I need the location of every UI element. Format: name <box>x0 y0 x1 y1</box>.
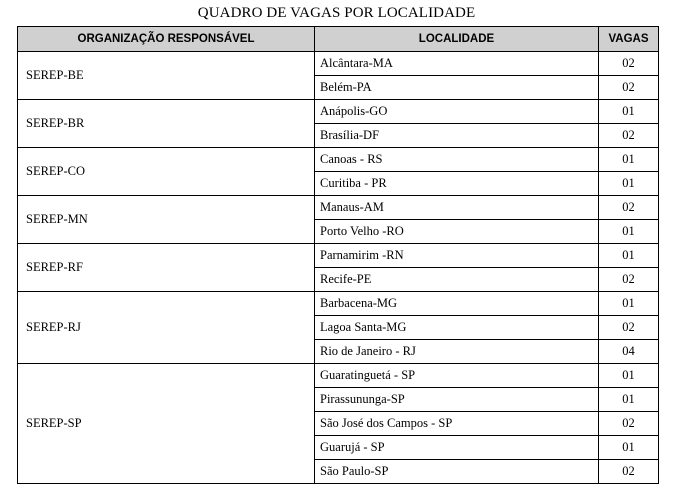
location-cell: Canoas - RS <box>315 148 599 172</box>
vacancies-cell: 01 <box>599 292 659 316</box>
header-location: LOCALIDADE <box>315 27 599 52</box>
vacancies-cell: 02 <box>599 268 659 292</box>
vacancies-cell: 02 <box>599 316 659 340</box>
location-cell: Alcântara-MA <box>315 52 599 76</box>
vacancies-cell: 01 <box>599 100 659 124</box>
location-cell: Anápolis-GO <box>315 100 599 124</box>
vacancies-cell: 01 <box>599 388 659 412</box>
organization-cell: SEREP-BE <box>18 52 315 100</box>
vacancies-cell: 01 <box>599 436 659 460</box>
location-cell: Rio de Janeiro - RJ <box>315 340 599 364</box>
table-row <box>18 364 659 388</box>
vacancies-cell: 04 <box>599 340 659 364</box>
location-cell: São José dos Campos - SP <box>315 412 599 436</box>
location-cell: Lagoa Santa-MG <box>315 316 599 340</box>
location-cell: Pirassununga-SP <box>315 388 599 412</box>
location-cell: Barbacena-MG <box>315 292 599 316</box>
table-row <box>18 52 659 76</box>
location-cell: São Paulo-SP <box>315 460 599 484</box>
table-row <box>18 148 659 172</box>
location-cell: Recife-PE <box>315 268 599 292</box>
organization-cell: SEREP-RJ <box>18 292 315 364</box>
table-header-row <box>18 27 659 52</box>
organization-cell: SEREP-CO <box>18 148 315 196</box>
header-vacancies: VAGAS <box>599 27 659 52</box>
location-cell: Porto Velho -RO <box>315 220 599 244</box>
organization-cell: SEREP-BR <box>18 100 315 148</box>
vacancies-cell: 02 <box>599 124 659 148</box>
vacancies-cell: 02 <box>599 412 659 436</box>
location-cell: Belém-PA <box>315 76 599 100</box>
location-cell: Curitiba - PR <box>315 172 599 196</box>
vacancies-cell: 02 <box>599 460 659 484</box>
table-row <box>18 100 659 124</box>
vacancies-cell: 01 <box>599 220 659 244</box>
vacancies-cell: 01 <box>599 364 659 388</box>
location-cell: Brasília-DF <box>315 124 599 148</box>
vacancies-cell: 01 <box>599 172 659 196</box>
table-row <box>18 244 659 268</box>
vacancy-table <box>17 26 659 484</box>
location-cell: Parnamirim -RN <box>315 244 599 268</box>
location-cell: Manaus-AM <box>315 196 599 220</box>
table-row <box>18 292 659 316</box>
vacancies-cell: 02 <box>599 76 659 100</box>
vacancies-cell: 01 <box>599 244 659 268</box>
vacancies-cell: 02 <box>599 52 659 76</box>
organization-cell: SEREP-MN <box>18 196 315 244</box>
organization-cell: SEREP-SP <box>18 364 315 484</box>
location-cell: Guaratinguetá - SP <box>315 364 599 388</box>
document-title: QUADRO DE VAGAS POR LOCALIDADE <box>197 5 476 21</box>
organization-cell: SEREP-RF <box>18 244 315 292</box>
table-row <box>18 196 659 220</box>
vacancies-cell: 02 <box>599 196 659 220</box>
header-organization: ORGANIZAÇÃO RESPONSÁVEL <box>18 27 315 52</box>
table-body <box>18 52 659 484</box>
location-cell: Guarujá - SP <box>315 436 599 460</box>
vacancies-cell: 01 <box>599 148 659 172</box>
